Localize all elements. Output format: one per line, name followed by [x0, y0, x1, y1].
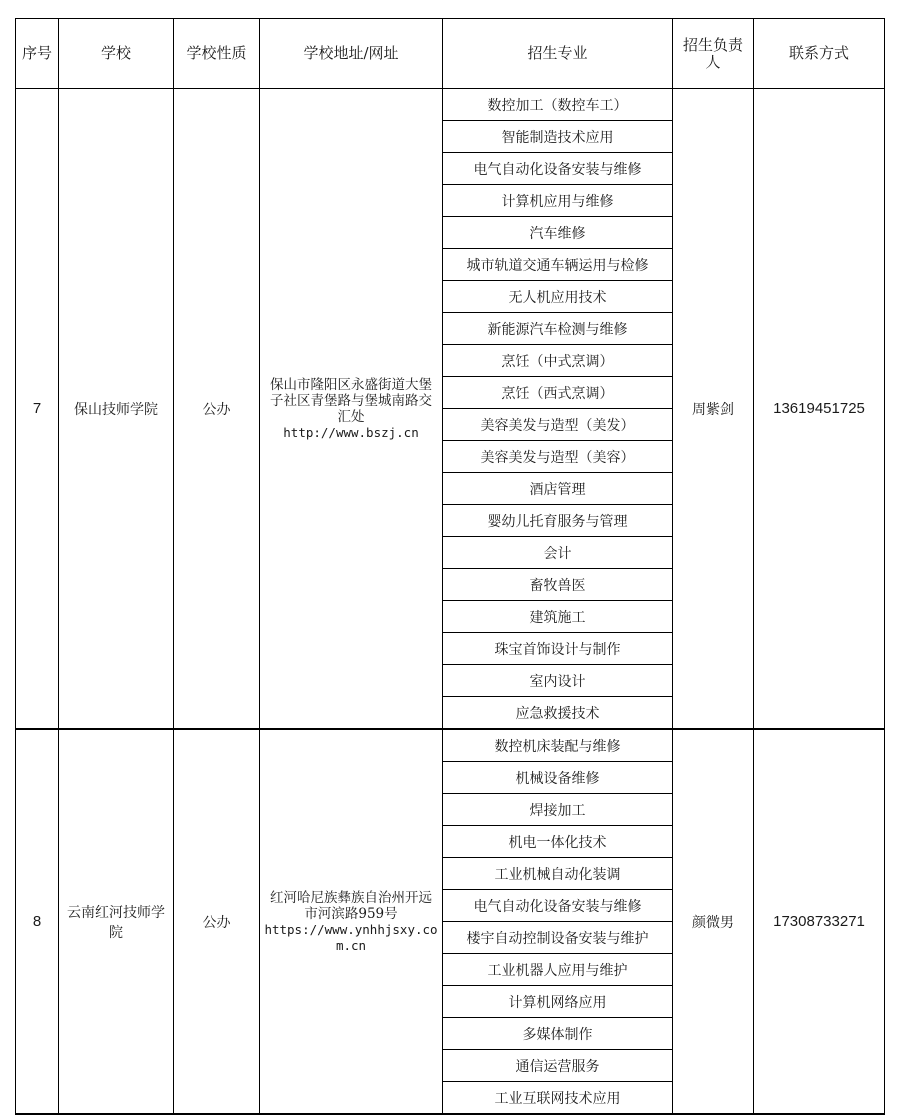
major-item: 工业机械自动化装调 [443, 858, 672, 890]
header-contact: 联系方式 [754, 19, 885, 89]
major-item: 酒店管理 [443, 473, 672, 505]
major-item: 应急救援技术 [515, 705, 600, 722]
major-item: 数控机床装配与维修 [443, 730, 672, 762]
header-majors: 招生专业 [443, 19, 673, 89]
contact-phone: 17308733271 [754, 729, 885, 1114]
major-item: 婴幼儿托育服务与管理 [443, 505, 672, 537]
major-item: 计算机网络应用 [443, 986, 672, 1018]
major-item: 机械设备维修 [443, 762, 672, 794]
contact-person: 周紫剑 [673, 89, 754, 730]
header-school: 学校 [59, 19, 174, 89]
school-url: https://www.ynhhjsxy.com.cn [264, 921, 438, 953]
major-item: 楼宇自动控制设备安装与维护 [443, 922, 672, 954]
major-item: 室内设计 [443, 665, 672, 697]
major-item: 美容美发与造型（美容） [443, 441, 672, 473]
major-item: 计算机应用与维修 [443, 185, 672, 217]
enrollment-table [15, 18, 885, 1115]
header-contact-person: 招生负责人 [673, 19, 754, 89]
header-nature: 学校性质 [174, 19, 260, 89]
major-item: 汽车维修 [443, 217, 672, 249]
major-item: 畜牧兽医 [443, 569, 672, 601]
major-item: 机电一体化技术 [443, 826, 672, 858]
header-index: 序号 [16, 19, 59, 89]
address-text: 保山市隆阳区永盛街道大堡子社区青堡路与堡城南路交汇处 [270, 376, 432, 425]
school-address [260, 729, 443, 1114]
major-item: 智能制造技术应用 [443, 121, 672, 153]
school-nature: 公办 [174, 729, 260, 1114]
school-name: 保山技师学院 [59, 89, 174, 730]
school-nature: 公办 [174, 89, 260, 730]
major-item: 电气自动化设备安装与维修 [443, 153, 672, 185]
major-item: 建筑施工 [443, 601, 672, 633]
school-name: 云南红河技师学院 [59, 729, 174, 1114]
majors-cell [443, 89, 673, 730]
contact-phone: 13619451725 [754, 89, 885, 730]
major-item: 数控加工（数控车工） [443, 89, 672, 121]
major-item: 电气自动化设备安装与维修 [443, 890, 672, 922]
major-item: 烹饪（中式烹调） [443, 345, 672, 377]
table-row [16, 729, 885, 1114]
row-index: 8 [16, 729, 59, 1114]
school-url: http://www.bszj.cn [283, 424, 419, 440]
major-item: 多媒体制作 [443, 1018, 672, 1050]
header-row [16, 19, 885, 89]
major-item: 珠宝首饰设计与制作 [443, 633, 672, 665]
major-item: 工业互联网技术应用 [494, 1090, 621, 1107]
table-row [16, 89, 885, 730]
major-item: 焊接加工 [443, 794, 672, 826]
address-text: 红河哈尼族彝族自治州开远市河滨路959号 [270, 889, 432, 922]
major-item: 工业机器人应用与维护 [443, 954, 672, 986]
majors-cell [443, 729, 673, 1114]
major-item: 无人机应用技术 [443, 281, 672, 313]
school-address [260, 89, 443, 730]
major-item: 通信运营服务 [443, 1050, 672, 1082]
contact-person: 颜微男 [673, 729, 754, 1114]
major-item: 烹饪（西式烹调） [443, 377, 672, 409]
major-item: 美容美发与造型（美发） [443, 409, 672, 441]
major-item: 会计 [443, 537, 672, 569]
row-index: 7 [16, 89, 59, 730]
major-item: 城市轨道交通车辆运用与检修 [443, 249, 672, 281]
header-address: 学校地址/网址 [260, 19, 443, 89]
major-item: 新能源汽车检测与维修 [443, 313, 672, 345]
